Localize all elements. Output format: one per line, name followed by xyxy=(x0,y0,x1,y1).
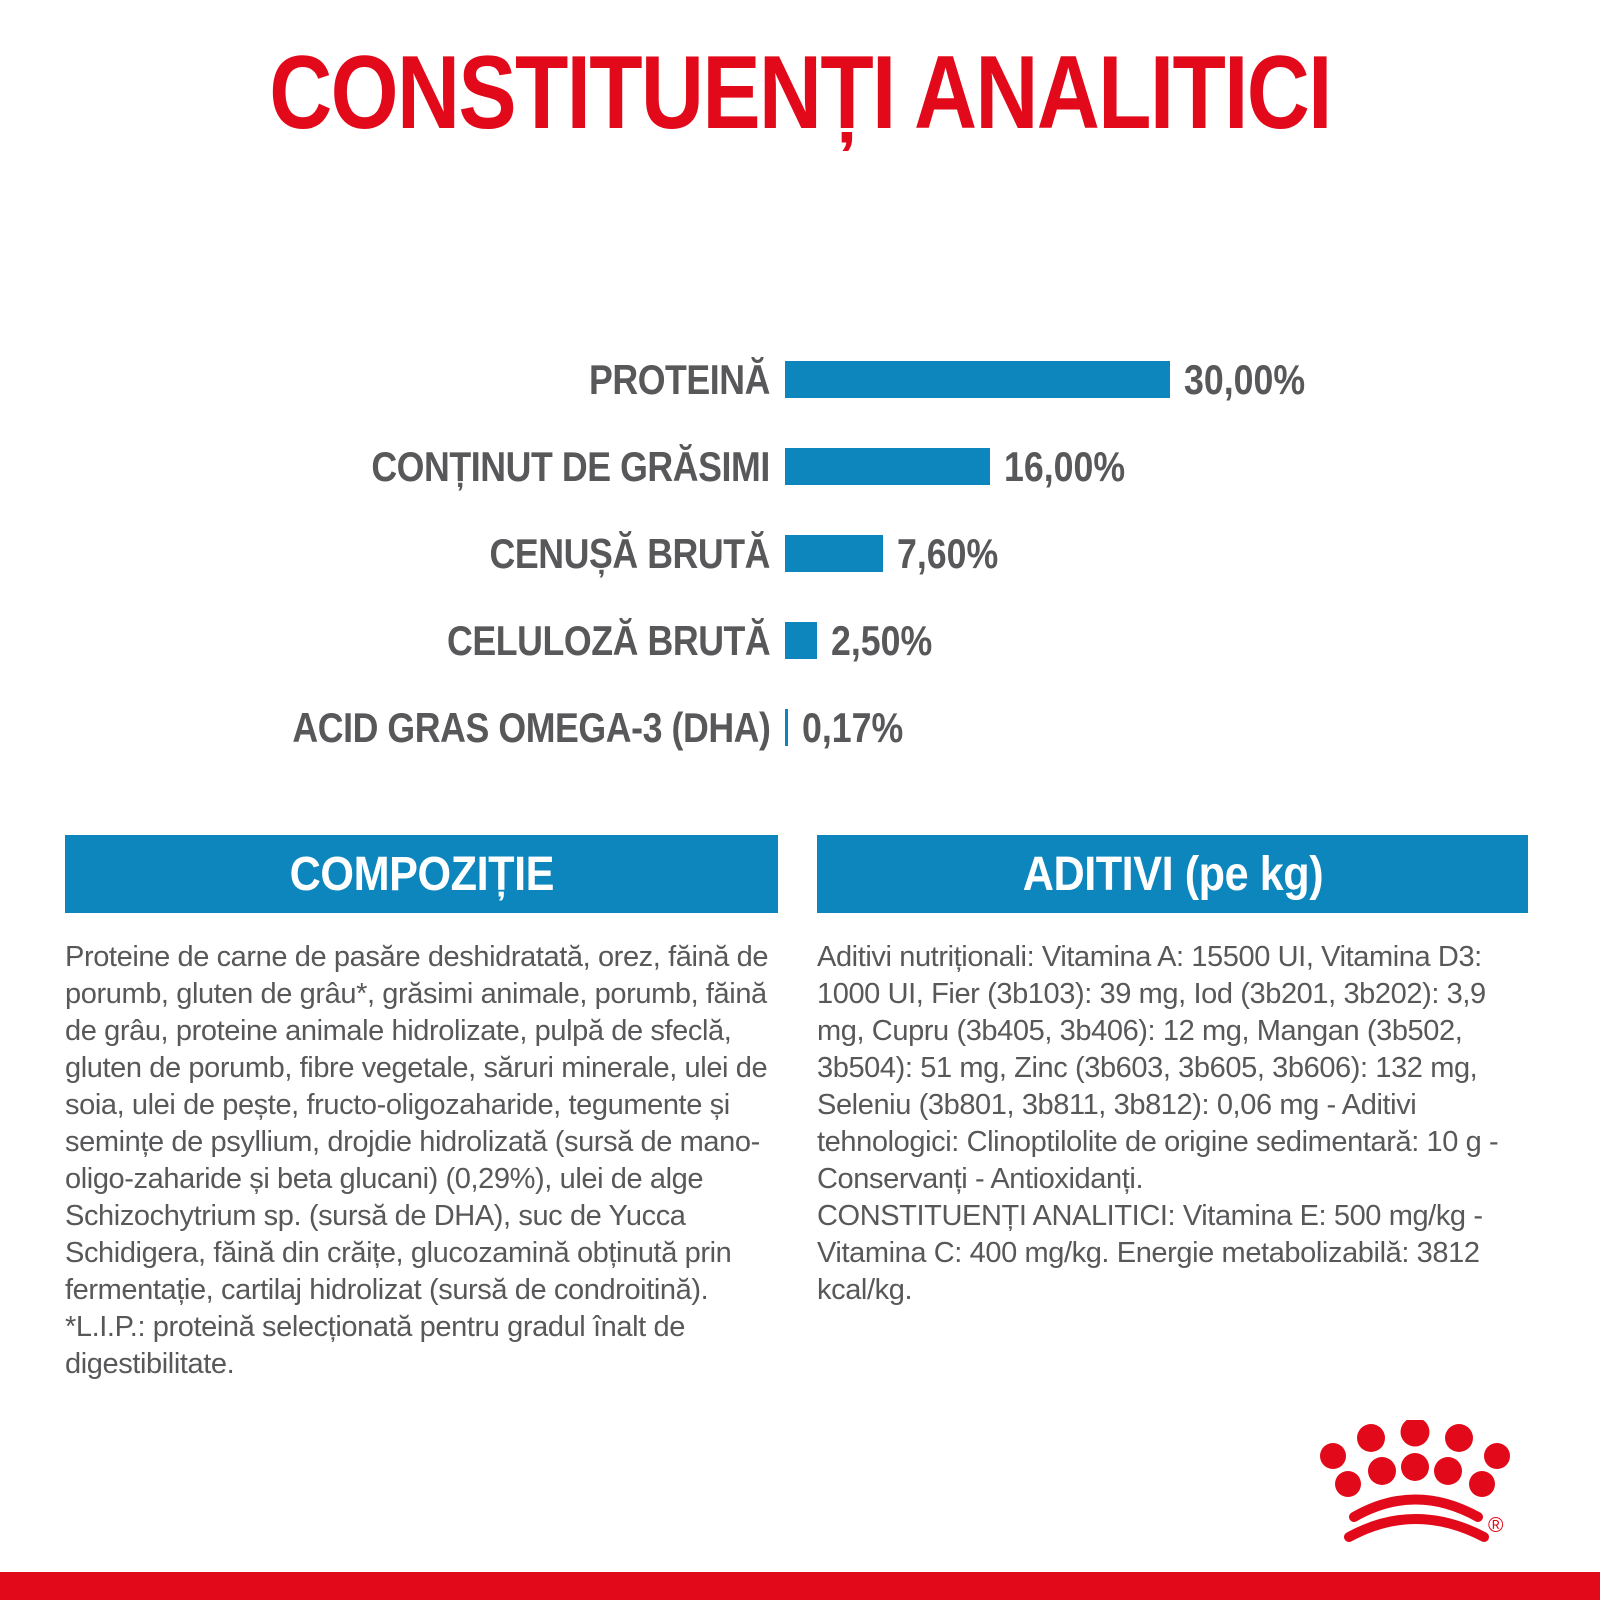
chart-row xyxy=(0,336,1600,423)
chart-bar xyxy=(785,448,990,485)
composition-header-bar xyxy=(65,835,778,913)
chart-category-label: CELULOZĂ BRUTĂ xyxy=(446,616,770,664)
chart-bar xyxy=(785,361,1170,398)
chart-value-label: 7,60% xyxy=(897,529,999,577)
chart-value-label: 30,00% xyxy=(1184,355,1306,403)
registered-trademark-icon: ® xyxy=(1488,1514,1504,1537)
additives-section xyxy=(817,835,1528,1309)
chart-bar xyxy=(785,535,883,572)
royal-canin-crown-icon xyxy=(1318,1420,1538,1550)
chart-category-label: PROTEINĂ xyxy=(588,355,770,403)
composition-text: Proteine de carne de pasăre deshidratată, orez, făină de porumb, gluten de grâu*, grăsimi animale, porumb, făină de grâu, proteine animale hidrolizate, pulpă de sfeclă, gluten de porumb, fibre vegetale, săruri minerale, ulei de soia, ulei de pește, fructo-oligozaharide, tegumente și semințe de psyllium, drojdie hidrolizată (sursă de mano-oligo-zaharide și beta glucani) (0,29%), ulei de alge Schizochytrium sp. (sursă de DHA), suc de Yucca Schidigera, făină din crăițe, glucozamină obținută prin fermentație, cartilaj hidrolizat (sursă de condroitină). xyxy=(65,941,769,1306)
chart-category-label: CENUȘĂ BRUTĂ xyxy=(489,529,770,577)
additives-text: Aditivi nutriționali: Vitamina A: 15500 UI, Vitamina D3: 1000 UI, Fier (3b103): 39 mg, Iod (3b201, 3b202): 3,9 mg, Cupru (3b405, 3b406): 12 mg, Mangan (3b502, 3b504): 51 mg, Zinc (3b603, 3b605, 3b606): 132 mg, Seleniu (3b801, 3b811, 3b812): 0,06 mg - Aditivi tehnologici: Clinoptilolite de origine sedimentară: 10 g - Conservanți - Antioxidanți. xyxy=(817,941,1499,1195)
additives-header-label: ADITIVI (pe kg) xyxy=(1022,847,1323,901)
analytical-constituents-text: CONSTITUENȚI ANALITICI: Vitamina E: 500 mg/kg - Vitamina C: 400 mg/kg. Energie metabolizabilă: 3812 kcal/kg. xyxy=(817,1200,1483,1306)
chart-row xyxy=(0,510,1600,597)
chart-bar xyxy=(785,622,817,659)
chart-label-cell xyxy=(0,530,770,578)
lip-note-text: *L.I.P.: proteină selecționată pentru gradul înalt de digestibilitate. xyxy=(65,1311,685,1380)
chart-value-label: 0,17% xyxy=(802,703,904,751)
chart-value-label: 2,50% xyxy=(831,616,933,664)
chart-label-cell xyxy=(0,443,770,491)
composition-body xyxy=(65,939,778,1383)
composition-header-label: COMPOZIȚIE xyxy=(289,847,554,901)
chart-row xyxy=(0,684,1600,771)
chart-category-label: CONȚINUT DE GRĂSIMI xyxy=(371,442,770,490)
bottom-red-band xyxy=(0,1572,1600,1600)
chart-row xyxy=(0,597,1600,684)
chart-label-cell xyxy=(0,617,770,665)
analytical-constituents-chart xyxy=(0,336,1600,771)
chart-value-label: 16,00% xyxy=(1004,442,1126,490)
chart-row xyxy=(0,423,1600,510)
chart-label-cell xyxy=(0,704,770,752)
chart-category-label: ACID GRAS OMEGA-3 (DHA) xyxy=(291,703,770,751)
chart-bar xyxy=(785,709,788,746)
composition-section xyxy=(65,835,778,1383)
chart-label-cell xyxy=(0,356,770,404)
additives-header-bar xyxy=(817,835,1528,913)
additives-body xyxy=(817,939,1528,1309)
page-title: CONSTITUENȚI ANALITICI xyxy=(269,35,1331,151)
